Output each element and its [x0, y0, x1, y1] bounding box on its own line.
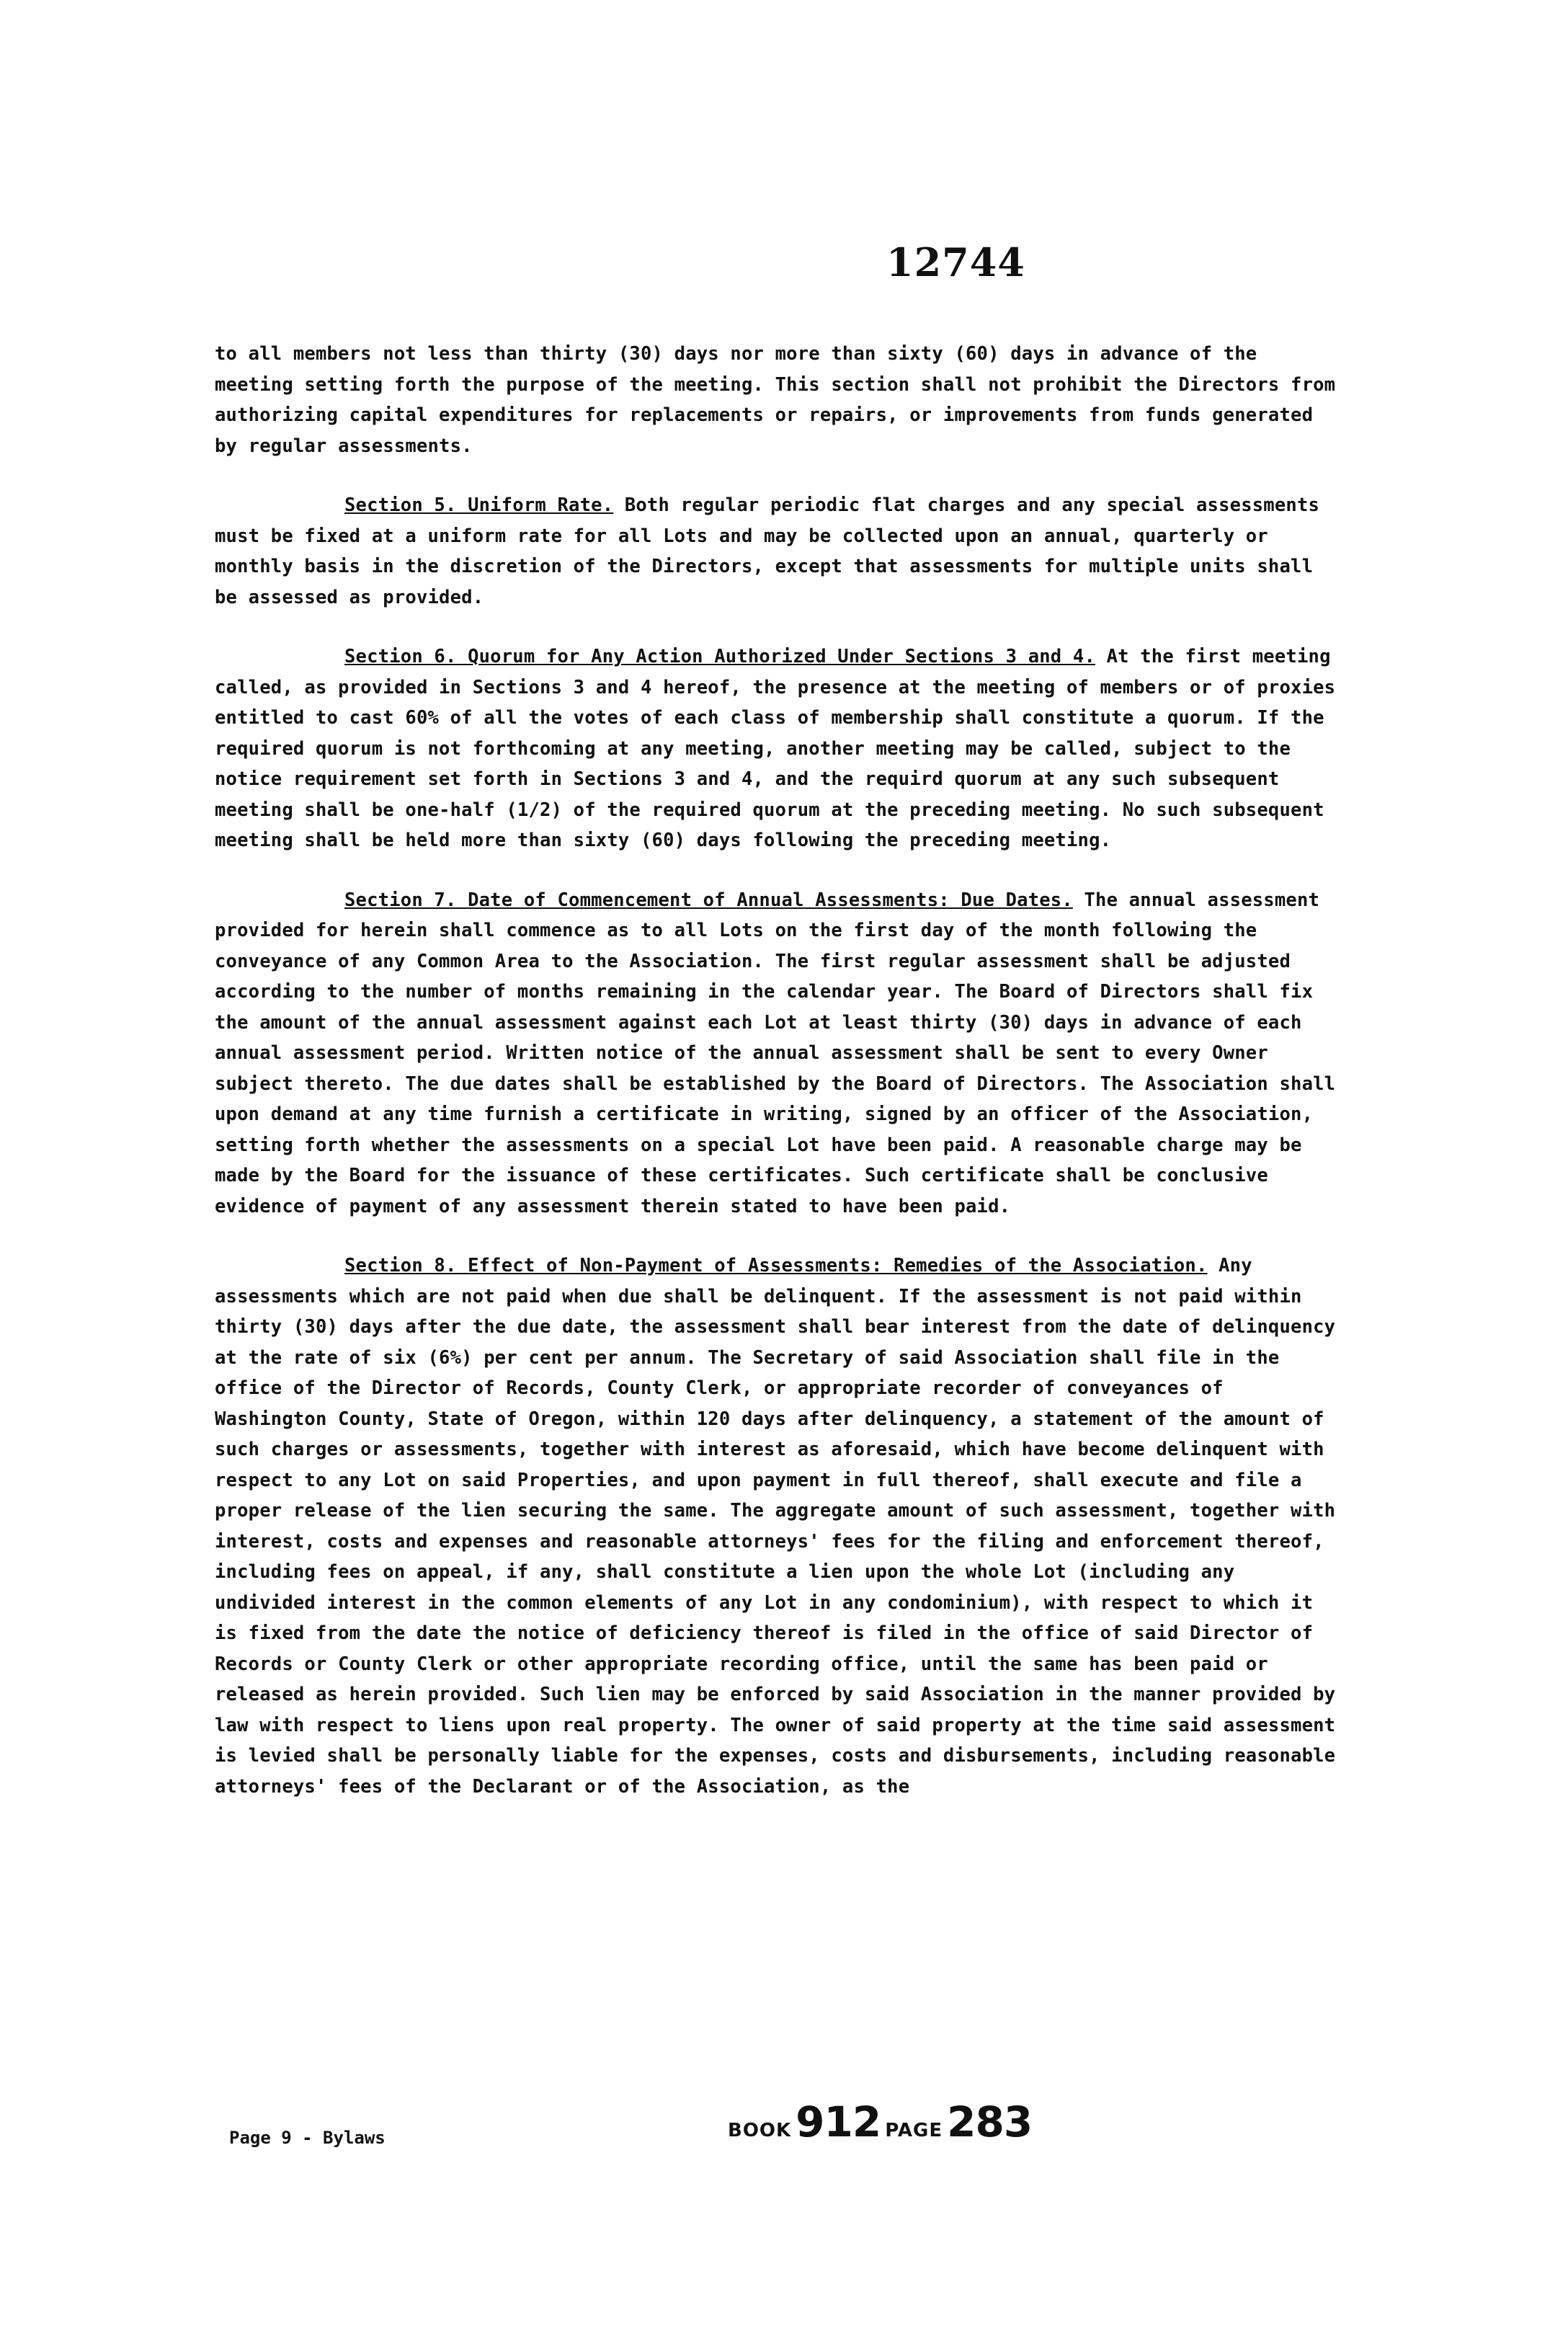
- paragraph-text: to all members not less than thirty (30) days nor more than sixty (60) days in advance of the meeting setting forth the purpose of the meeting. This section shall not prohibit the Directors from authorizing capital expenditures for replacements or repairs, or improvements from funds generated by regular assessments.: [215, 343, 1336, 457]
- section-heading: Section 6. Quorum for Any Action Authorized Under Sections 3 and 4.: [344, 646, 1096, 667]
- book-number: 912: [796, 2097, 881, 2146]
- section-7: [215, 885, 1339, 1222]
- section-text: Both regular periodic flat charges and any special assessments must be fixed at a uniform rate for all Lots and may be collected upon an annual, quarterly or monthly basis in the discretion of the Directors, except that assessments for multiple units shall be assessed as provided.: [215, 494, 1320, 608]
- document-body: [215, 339, 1339, 1802]
- footer-page-label: Page 9 - Bylaws: [229, 2128, 386, 2148]
- book-page-reference: [728, 2097, 1036, 2146]
- paragraph-continuation: [215, 339, 1339, 461]
- section-text: Any assessments which are not paid when due shall be delinquent. If the assessment is not paid within thirty (30) days after the due date, the assessment shall bear interest from the date of delinquency at the rate of six (6%) per cent per annum. The Secretary of said Association shall file in the office of the Director of Records, County Clerk, or appropriate recorder of conveyances of Washington County, State of Oregon, within 120 days after delinquency, a statement of the amount of such charges or assessments, together with interest as aforesaid, which have become delinquent with respect to any Lot on said Properties, and upon payment in full thereof, shall execute and file a proper release of the lien securing the same. The aggregate amount of such assessment, together with interest, costs and expenses and reasonable attorneys' fees for the filing and enforcement thereof, including fees on appeal, if any, shall constitute a lien upon the whole Lot (including any undivided interest in the common elements of any Lot in any condominium), with respect to which it is fixed from the date the notice of deficiency thereof is filed in the office of said Director of Records or County Clerk or other appropriate recording office, until the same has been paid or released as herein provided. Such lien may be enforced by said Association in the manner provided by law with respect to liens upon real property. The owner of said property at the time said assessment is levied shall be personally liable for the expenses, costs and disbursements, including reasonable attorneys' fees of the Declarant or of the Association, as the: [215, 1255, 1336, 1798]
- section-6: [215, 641, 1339, 856]
- section-text: At the first meeting called, as provided in Sections 3 and 4 hereof, the presence at the meeting of members or of proxies entitled to cast 60% of all the votes of each class of membership shall constitute a quorum. If the required quorum is not forthcoming at any meeting, another meeting may be called, subject to the notice requirement set forth in Sections 3 and 4, and the requird quorum at any such subsequent meeting shall be one-half (1/2) of the required quorum at the preceding meeting. No such subsequent meeting shall be held more than sixty (60) days following the preceding meeting.: [215, 646, 1336, 851]
- section-text: The annual assessment provided for herein shall commence as to all Lots on the first day of the month following the conveyance of any Common Area to the Association. The first regular assessment shall be adjusted according to the number of months remaining in the calendar year. The Board of Directors shall fix the amount of the annual assessment against each Lot at least thirty (30) days in advance of each annual assessment period. Written notice of the annual assessment shall be sent to every Owner subject thereto. The due dates shall be established by the Board of Directors. The Association shall upon demand at any time furnish a certificate in writing, signed by an officer of the Association, setting forth whether the assessments on a special Lot have been paid. A reasonable charge may be made by the Board for the issuance of these certificates. Such certificate shall be conclusive evidence of payment of any assessment therein stated to have been paid.: [215, 889, 1336, 1217]
- section-8: [215, 1251, 1339, 1802]
- section-5: [215, 490, 1339, 613]
- book-label: BOOK: [728, 2120, 792, 2141]
- section-heading: Section 8. Effect of Non-Payment of Assessments: Remedies of the Association.: [344, 1255, 1208, 1276]
- section-heading: Section 7. Date of Commencement of Annual Assessments: Due Dates.: [344, 889, 1073, 911]
- page-prefix: PAGE: [885, 2120, 943, 2141]
- section-heading: Section 5. Uniform Rate.: [344, 494, 614, 516]
- page-number: 12744: [886, 239, 1025, 285]
- record-page-number: 283: [947, 2097, 1033, 2146]
